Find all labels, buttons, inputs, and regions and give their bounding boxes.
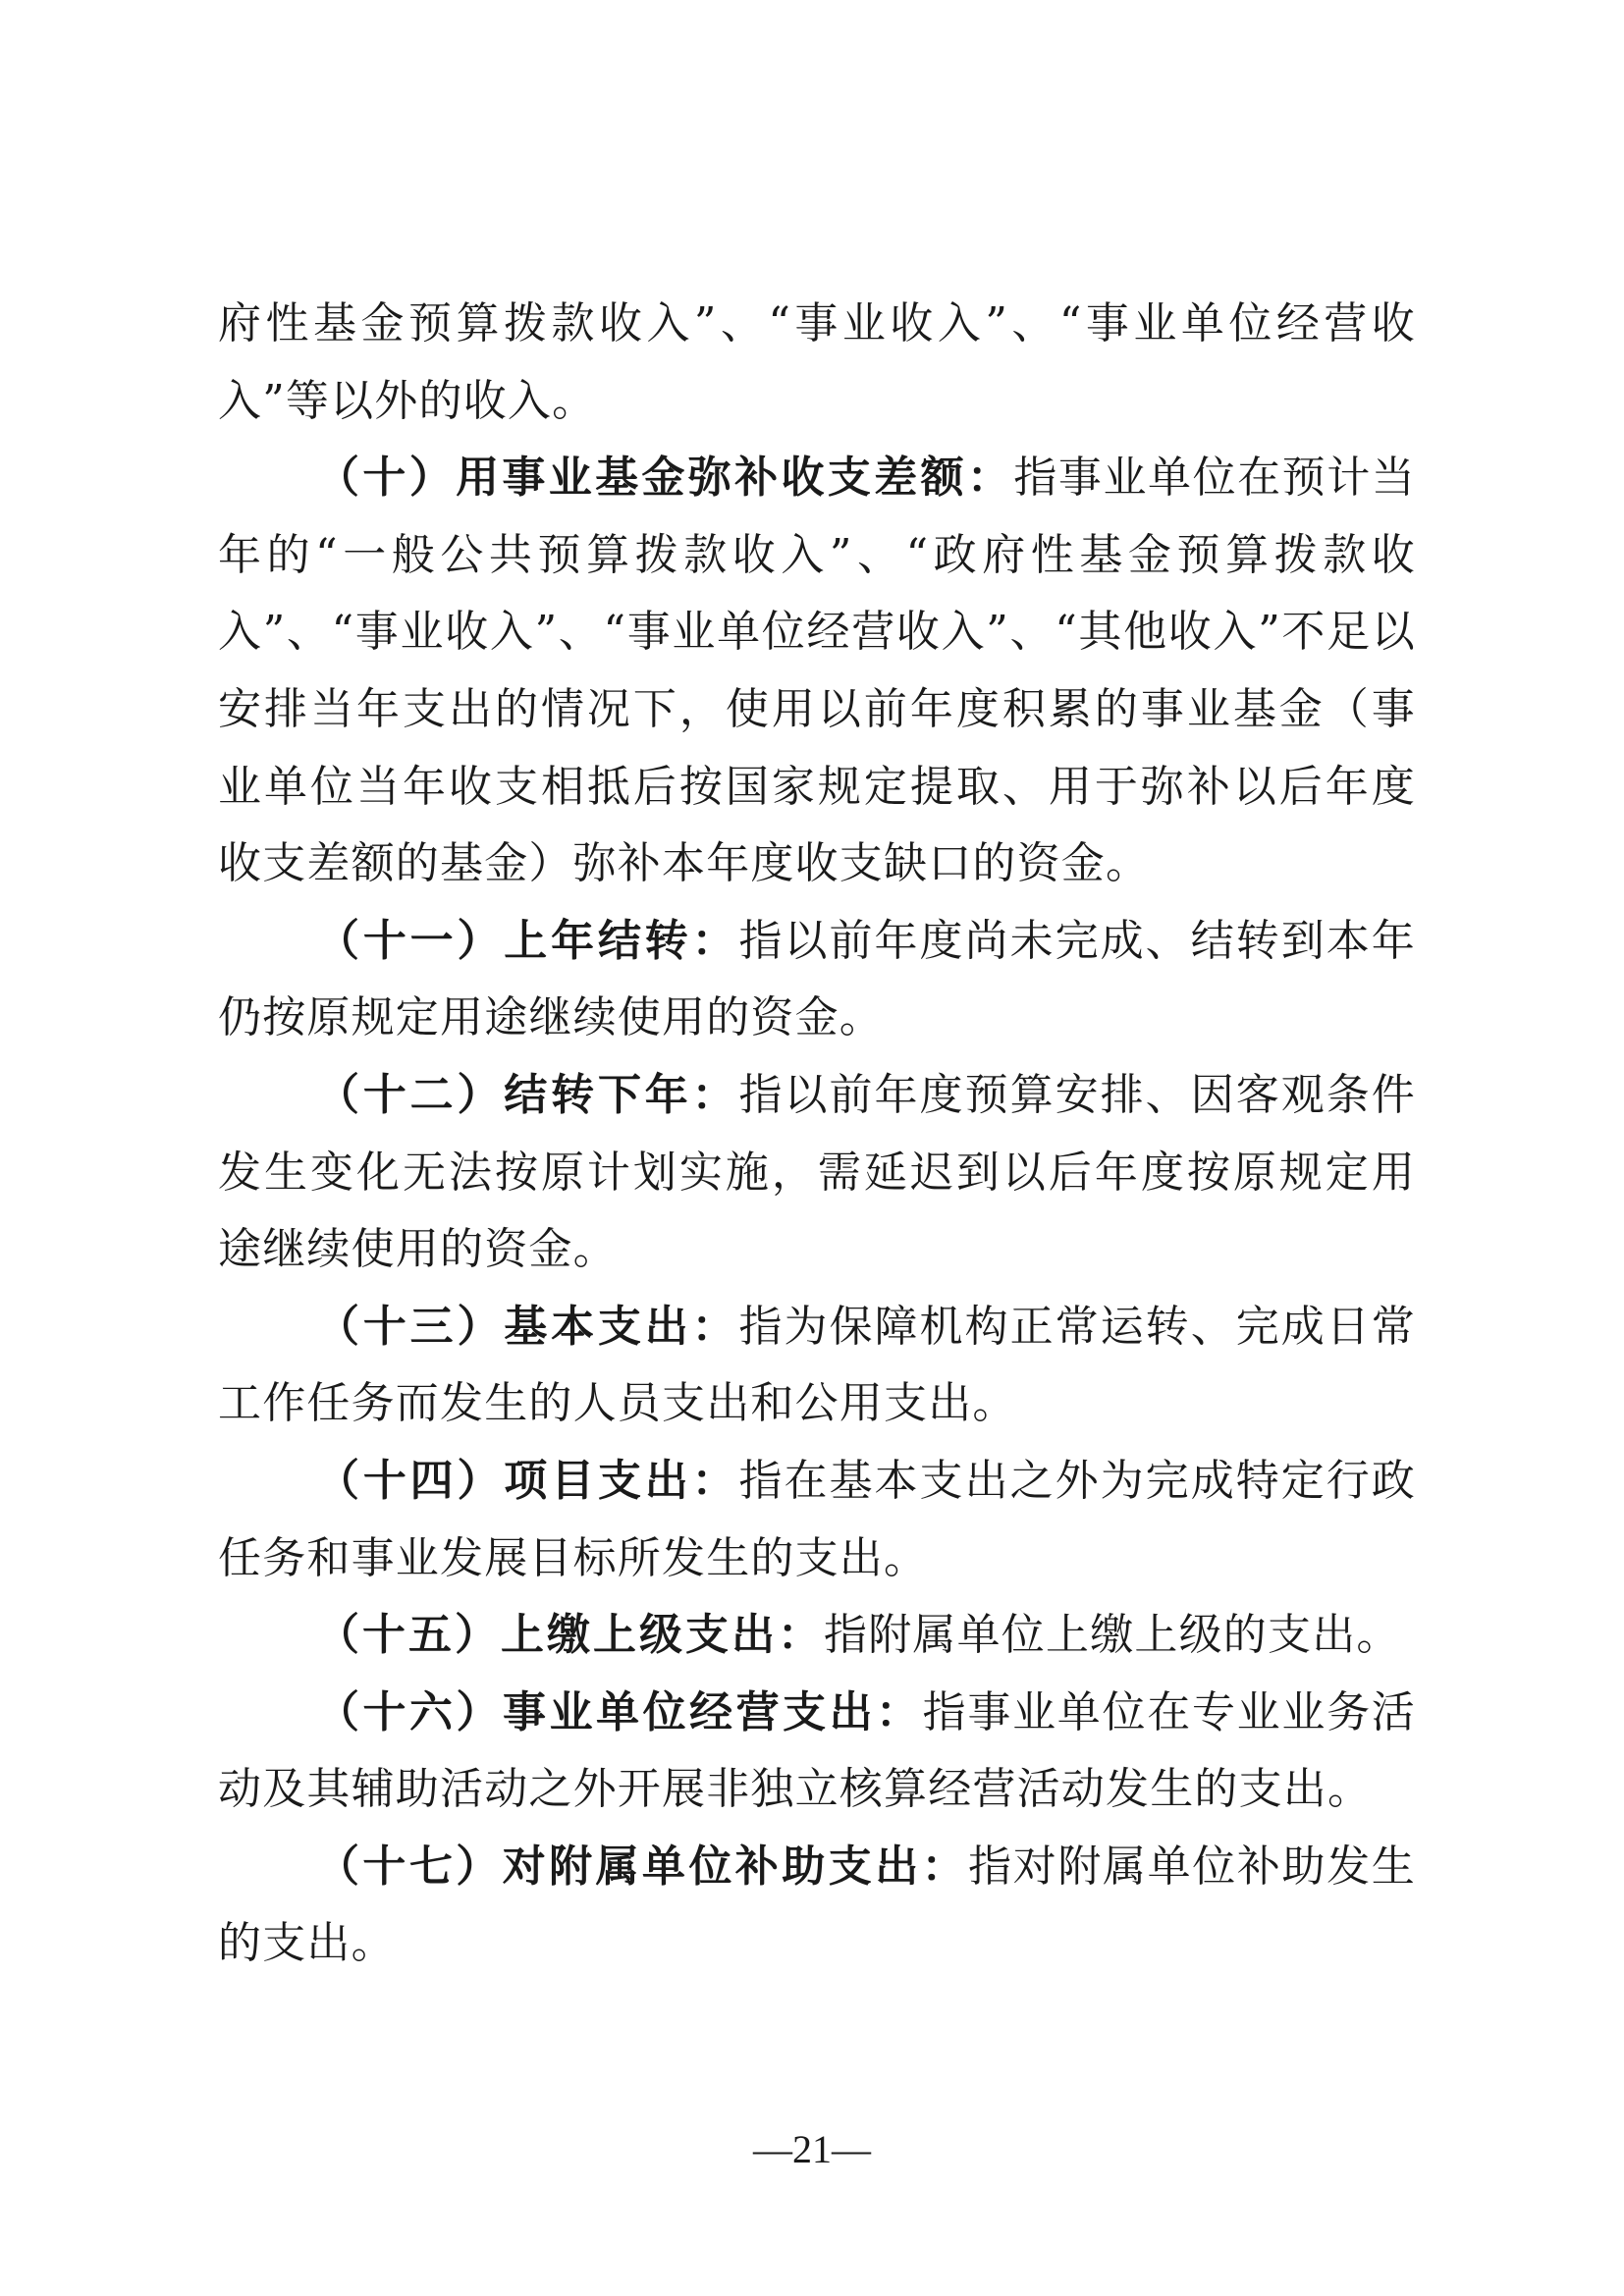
paragraph-item-12 bbox=[218, 1057, 1416, 1289]
paragraph-text: 指以前年度尚未完成、结转到本年仍按原规定用途继续使用的资金。 bbox=[218, 915, 1417, 1043]
paragraph-heading: （十四）项目支出： bbox=[316, 1455, 739, 1506]
paragraph-heading: （十五）上缴上级支出： bbox=[316, 1610, 824, 1661]
paragraph-heading: （十六）事业单位经营支出： bbox=[316, 1686, 923, 1737]
paragraph-item-14 bbox=[218, 1443, 1416, 1597]
paragraph-heading: （十二）结转下年： bbox=[316, 1069, 739, 1120]
paragraph-heading: （十三）基本支出： bbox=[316, 1301, 739, 1352]
paragraph-item-15 bbox=[218, 1597, 1416, 1675]
paragraph-heading: （十一）上年结转： bbox=[316, 915, 739, 966]
paragraph-text: 指在基本支出之外为完成特定行政任务和事业发展目标所发生的支出。 bbox=[218, 1455, 1417, 1583]
paragraph-item-17 bbox=[218, 1829, 1416, 1983]
paragraph-text: 指附属单位上缴上级的支出。 bbox=[824, 1610, 1401, 1661]
paragraph-text: 指事业单位在预计当年的“一般公共预算拨款收入”、“政府性基金预算拨款收入”、“事业收入”、“事业单位经营收入”、“其他收入”不足以安排当年支出的情况下，使用以前年度积累的事业基金（事业单位当年收支相抵后按国家规定提取、用于弥补以后年度收支差额的基金）弥补本年度收支缺口的资金。 bbox=[218, 453, 1416, 889]
paragraph-text: 指为保障机构正常运转、完成日常工作任务而发生的人员支出和公用支出。 bbox=[218, 1301, 1417, 1429]
paragraph-continuation bbox=[218, 286, 1416, 440]
paragraph-item-10 bbox=[218, 440, 1416, 903]
paragraph-text: 指对附属单位补助发生的支出。 bbox=[218, 1841, 1417, 1969]
paragraph-text: 府性基金预算拨款收入”、“事业收入”、“事业单位经营收入”等以外的收入。 bbox=[218, 298, 1416, 426]
document-body bbox=[218, 286, 1416, 1983]
paragraph-item-16 bbox=[218, 1675, 1416, 1829]
paragraph-text: 指事业单位在专业业务活动及其辅助活动之外开展非独立核算经营活动发生的支出。 bbox=[218, 1686, 1417, 1815]
paragraph-item-13 bbox=[218, 1289, 1416, 1443]
paragraph-heading: （十）用事业基金弥补收支差额： bbox=[316, 453, 1014, 504]
paragraph-item-11 bbox=[218, 903, 1416, 1057]
paragraph-heading: （十七）对附属单位补助支出： bbox=[316, 1841, 969, 1892]
page-number: —21— bbox=[753, 2127, 871, 2171]
paragraph-text: 指以前年度预算安排、因客观条件发生变化无法按原计划实施，需延迟到以后年度按原规定用途继续使用的资金。 bbox=[218, 1069, 1417, 1275]
